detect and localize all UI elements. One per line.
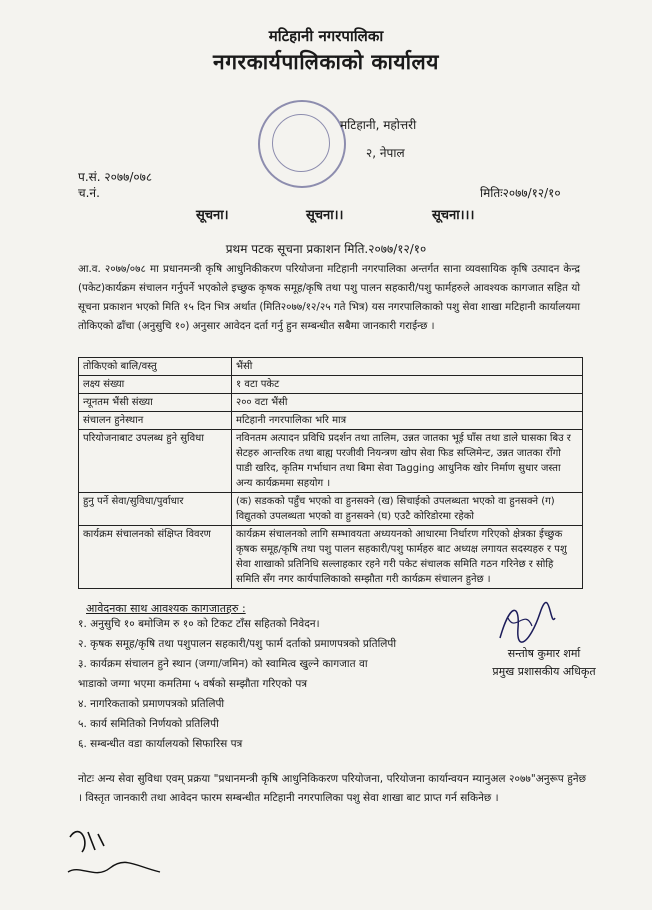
list-item: ५. कार्य समितिको निर्णयको प्रतिलिपी — [78, 718, 219, 730]
table-key: हुनु पर्ने सेवा/सुविधा/पुर्वाधार — [79, 493, 232, 526]
table-row — [79, 358, 583, 376]
address-line-2: २, नेपाल — [366, 146, 405, 160]
notice-word-3: सूचना।।। — [432, 208, 475, 223]
table-row — [79, 394, 583, 412]
table-key: तोकिएको बालि/वस्तु — [79, 358, 232, 376]
notice-heading-row — [0, 205, 652, 223]
notice-date: मितिः२०७७/१२/१० — [480, 186, 561, 200]
table-row — [79, 493, 583, 526]
list-item: ४. नागरिकताको प्रमाणपत्रको प्रतिलिपी — [78, 698, 225, 710]
table-row — [79, 430, 583, 493]
table-value: २०० वटा भैंसी — [232, 394, 583, 412]
note-paragraph: नोटः अन्य सेवा सुविधा एवम् प्रक्रया "प्रधानमन्त्री कृषि आधुनिकिकरण परियोजना, परियोजना कार्यान्वयन म्यानुअल २०७७"अनुरूप हुनेछ । विस्तृत जानकारी तथा आवेदन फारम सम्बन्धीत मटिहानी नगरपालिका पशु सेवा शाखा बाट प्राप्त गर्न सकिनेछ । — [78, 773, 586, 804]
publication-title: प्रथम पटक सूचना प्रकाशन मिति.२०७७/१२/१० — [225, 242, 427, 256]
signatory-title: प्रमुख प्रशासकीय अधिकृत — [492, 665, 596, 678]
table-value: (क) सडकको पहुँच भएको वा हुनसक्ने (ख) सिचाईको उपलब्धता भएको वा हुनसक्ने (ग) विद्युतको उपलब्धता भएको वा हुनसक्ने (घ) एउटै कोरिडोरमा रहेको — [232, 493, 583, 526]
reference-chn: च.नं. — [78, 186, 100, 200]
list-item: ३. कार्यक्रम संचालन हुने स्थान (जग्गा/जमिन) को स्वामित्व खुल्ने कागजात वा — [78, 658, 368, 670]
list-item: १. अनुसुचि १० बमोजिम रु १० को टिकट टाँस सहितको निवेदन। — [78, 618, 320, 630]
table-value: कार्यक्रम संचालनको लागि सम्भावयता अध्ययनको आधारमा निर्धारण गरिएको क्षेत्रका ईच्छुक कृषक समूह/कृषि तथा पशु पालन सहकारी/पशु फार्महरु बाट अध्यक्ष लगायत सदस्यहरु र पशु सेवा शाखाको प्रतिनिधि सल्लाहकार रहने गरी पकेट संचालक समिति गठन गरिनेछ र सोहि समिति सँग नगर कार्यपालिकाको सम्झौता गरी कार्यक्रम संचालन हुनेछ । — [232, 526, 583, 589]
details-table — [78, 357, 583, 589]
office-stamp — [258, 100, 346, 188]
table-row — [79, 526, 583, 589]
body-paragraph: आ.व. २०७७/०७८ मा प्रधानमन्त्री कृषि आधुनिकीकरण परियोजना मटिहानी नगरपालिका अन्तर्गत साना व्यवसायिक कृषि उत्पादन केन्द्र (पकेट)कार्यक्रम संचालन गर्नुपर्ने भएकोले इच्छुक कृषक समूह/कृषि तथा पशु पालन सहकारी/पशु फार्महरुले आवश्यक कागजात सहित यो सूचना प्रकाशन भएको मिति १५ दिन भित्र अर्थात (मिति२०७७/१२/२५ गते भित्र) यस नगरपालिकाको पशु सेवा शाखा मटिहानी कार्यालयमा तोकिएको ढाँचा (अनुसुचि १०) अनुसार आवेदन दर्ता गर्नु हुन सम्बन्धीत सबैमा जानकारी गराईन्छ । — [78, 263, 580, 332]
handwritten-initials — [60, 822, 170, 887]
table-value: भैंसी — [232, 358, 583, 376]
table-value: १ वटा पकेट — [232, 376, 583, 394]
list-item: भाडाको जग्गा भएमा कमतिमा ५ वर्षको सम्झौता गरिएको पत्र — [78, 678, 308, 690]
municipality-name: मटिहानी नगरपालिका — [268, 27, 384, 45]
table-key: न्यूनतम भैंसी संख्या — [79, 394, 232, 412]
signatory-name: सन्तोष कुमार शर्मा — [507, 647, 581, 660]
table-row — [79, 412, 583, 430]
table-key: परियोजनाबाट उपलब्ध हुने सुविधा — [79, 430, 232, 493]
table-row — [79, 376, 583, 394]
table-key: कार्यक्रम संचालनको संक्षिप्त विवरण — [79, 526, 232, 589]
notice-word-2: सूचना।। — [306, 208, 344, 223]
list-item: २. कृषक समूह/कृषि तथा पशुपालन सहकारी/पशु फार्म दर्ताको प्रमाणपत्रको प्रतिलिपी — [78, 638, 397, 650]
address-line-1: मटिहानी, महोत्तरी — [340, 118, 417, 132]
requirements-title: आवेदनका साथ आवश्यक कागजातहरु : — [86, 602, 246, 615]
list-item: ६. सम्बन्धीत वडा कार्यालयको सिफारिस पत्र — [78, 738, 243, 750]
signature-mark — [490, 598, 560, 648]
table-value: मटिहानी नगरपालिका भरि मात्र — [232, 412, 583, 430]
office-title: नगरकार्यपालिकाको कार्यालय — [213, 50, 439, 74]
table-key: लक्ष्य संख्या — [79, 376, 232, 394]
reference-ps: प.सं. २०७७/०७८ — [78, 170, 153, 184]
table-key: संचालन हुनेस्थान — [79, 412, 232, 430]
notice-word-1: सूचना। — [196, 208, 229, 223]
table-value: नविनतम अत्पादन प्रविधि प्रदर्शन तथा तालिम, उन्नत जातका भूई घाँस तथा डाले घासका बिउ र सेटहरु आन्तरिक तथा बाह्य परजीवी नियन्त्रण खोप सेवा फिड सप्लिमेन्ट, उन्नत जातका राँगो पाडी खरिद, कृतिम गर्भाधान तथा बिमा सेवा Tagging आधुनिक खोर निर्माण सुधार जस्ता अन्य कार्यक्रममा सहयोग । — [232, 430, 583, 493]
requirements-list — [78, 614, 498, 754]
